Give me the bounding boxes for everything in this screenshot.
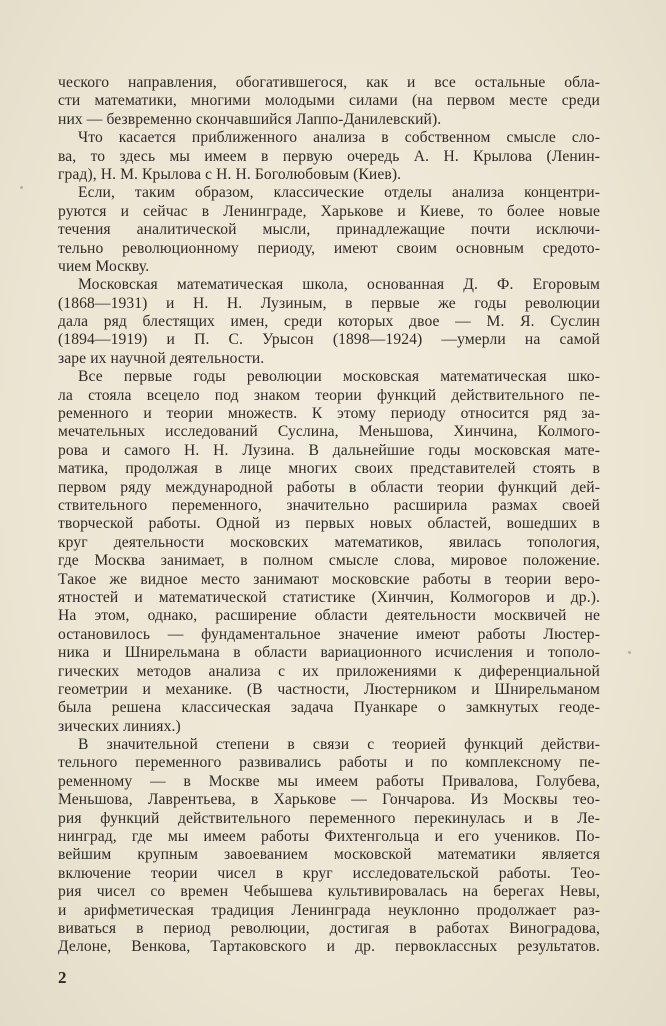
text-line: мечательных исследований Суслина, Меньшова, Хинчина, Колмого-	[58, 423, 600, 441]
text-line: первом ряду международной работы в области теории функций дей-	[58, 478, 600, 496]
text-line: гических методов анализа с их приложениями к диференциальной	[58, 662, 600, 680]
text-line: творческой работы. Одной из первых новых областей, вошедших в	[58, 515, 600, 533]
text-line: заре их научной деятельности.	[58, 349, 265, 367]
text-line: нинград, где мы имеем работы Фихтенгольца и его учеников. По-	[58, 828, 600, 846]
text-line: течения аналитической мысли, принадлежащие почти исключи-	[58, 221, 600, 239]
text-line: Все первые годы революции московская математическая шко-	[78, 368, 600, 386]
text-line: Меньшова, Лаврентьева, в Харькове — Гончарова. Из Москвы тео-	[58, 791, 600, 809]
page-number: 2	[58, 968, 67, 987]
body-text	[58, 74, 600, 957]
text-line: них — безвременно скончавшийся Лаппо-Данилевский).	[58, 110, 442, 128]
text-line: На этом, однако, расширение области деятельности москвичей не	[58, 607, 600, 625]
text-line: дала ряд блестящих имен, среди которых двое — М. Я. Суслин	[58, 313, 600, 331]
text-line: виваться в период революции, достигая в работах Виноградова,	[58, 919, 600, 937]
text-line: включение теории чисел в круг исследовательской работы. Тео-	[58, 864, 600, 882]
text-line: рова и самого Н. Н. Лузина. В дальнейшие годы московская мате-	[58, 441, 600, 459]
text-line: град), Н. М. Крылова с Н. Н. Боголюбовым (Киев).	[58, 165, 402, 183]
text-line: ческого направления, обогатившегося, как и все остальные обла-	[58, 74, 600, 91]
text-line: вейшим крупным завоеванием московской математики является	[58, 846, 600, 864]
text-line: Что касается приближенного анализа в собственном смысле сло-	[78, 129, 600, 147]
text-line: ла стояла всецело под знаком теории функций действительного пе-	[58, 386, 600, 404]
text-line: ва, то здесь мы имеем в первую очередь А. Н. Крылова (Ленин-	[58, 147, 600, 165]
text-line: руются и сейчас в Ленинграде, Харькове и Киеве, то более новые	[58, 202, 600, 220]
text-line: тельно революционному периоду, имеют своим основным средото-	[58, 239, 600, 257]
text-line: ременного и теории множеств. К этому периоду относится ряд за-	[58, 405, 600, 423]
text-line: остановилось — фундаментальное значение имеют работы Люстер-	[58, 625, 600, 643]
text-line: зических линиях.)	[58, 717, 181, 735]
text-line: тельного переменного развивались работы и по комплексному пе-	[58, 754, 600, 772]
text-line: матика, продолжая в лице многих своих представителей стоять в	[58, 460, 600, 478]
text-line: Делоне, Венкова, Тартаковского и др. первоклассных результатов.	[58, 938, 600, 956]
text-line: (1894—1919) и П. С. Урысон (1898—1924) —умерли на самой	[58, 331, 600, 349]
text-line: круг деятельности московских математиков, явилась топология,	[58, 533, 600, 551]
text-line: где Москва занимает, в полном смысле слова, мировое положение.	[58, 552, 600, 570]
text-line: ствительного переменного, значительно расширила размах своей	[58, 496, 600, 514]
text-line: (1868—1931) и Н. Н. Лузиным, в первые же годы революции	[58, 294, 600, 312]
text-line: ременному — в Москве мы имеем работы Привалова, Голубева,	[58, 772, 600, 790]
margin-speck-right	[628, 651, 631, 654]
text-line: чием Москву.	[58, 257, 150, 275]
text-line: Такое же видное место занимают московские работы в теории веро-	[58, 570, 600, 588]
text-line: и арифметическая традиция Ленинграда неуклонно продолжает раз-	[58, 901, 600, 919]
text-line: была решена классическая задача Пуанкаре о замкнутых геоде-	[58, 699, 600, 717]
text-line: ятностей и математической статистике (Хинчин, Колмогоров и др.).	[58, 588, 600, 606]
margin-speck-left	[20, 186, 23, 189]
text-line: Если, таким образом, классические отделы анализа концентри-	[78, 184, 600, 202]
text-line: ника и Шнирельмана в области вариационного исчисления и тополо-	[58, 644, 600, 662]
text-line: Московская математическая школа, основанная Д. Ф. Егоровым	[78, 276, 600, 294]
text-line: рия чисел со времен Чебышева культивировалась на берегах Невы,	[58, 883, 600, 901]
text-line: сти математики, многими молодыми силами (на первом месте среди	[58, 92, 600, 110]
text-line: геометрии и механике. (В частности, Люстерником и Шнирельманом	[58, 680, 600, 698]
text-line: рия функций действительного переменного перекинулась и в Ле-	[58, 809, 600, 827]
text-line: В значительной степени в связи с теорией функций действи-	[78, 736, 600, 754]
